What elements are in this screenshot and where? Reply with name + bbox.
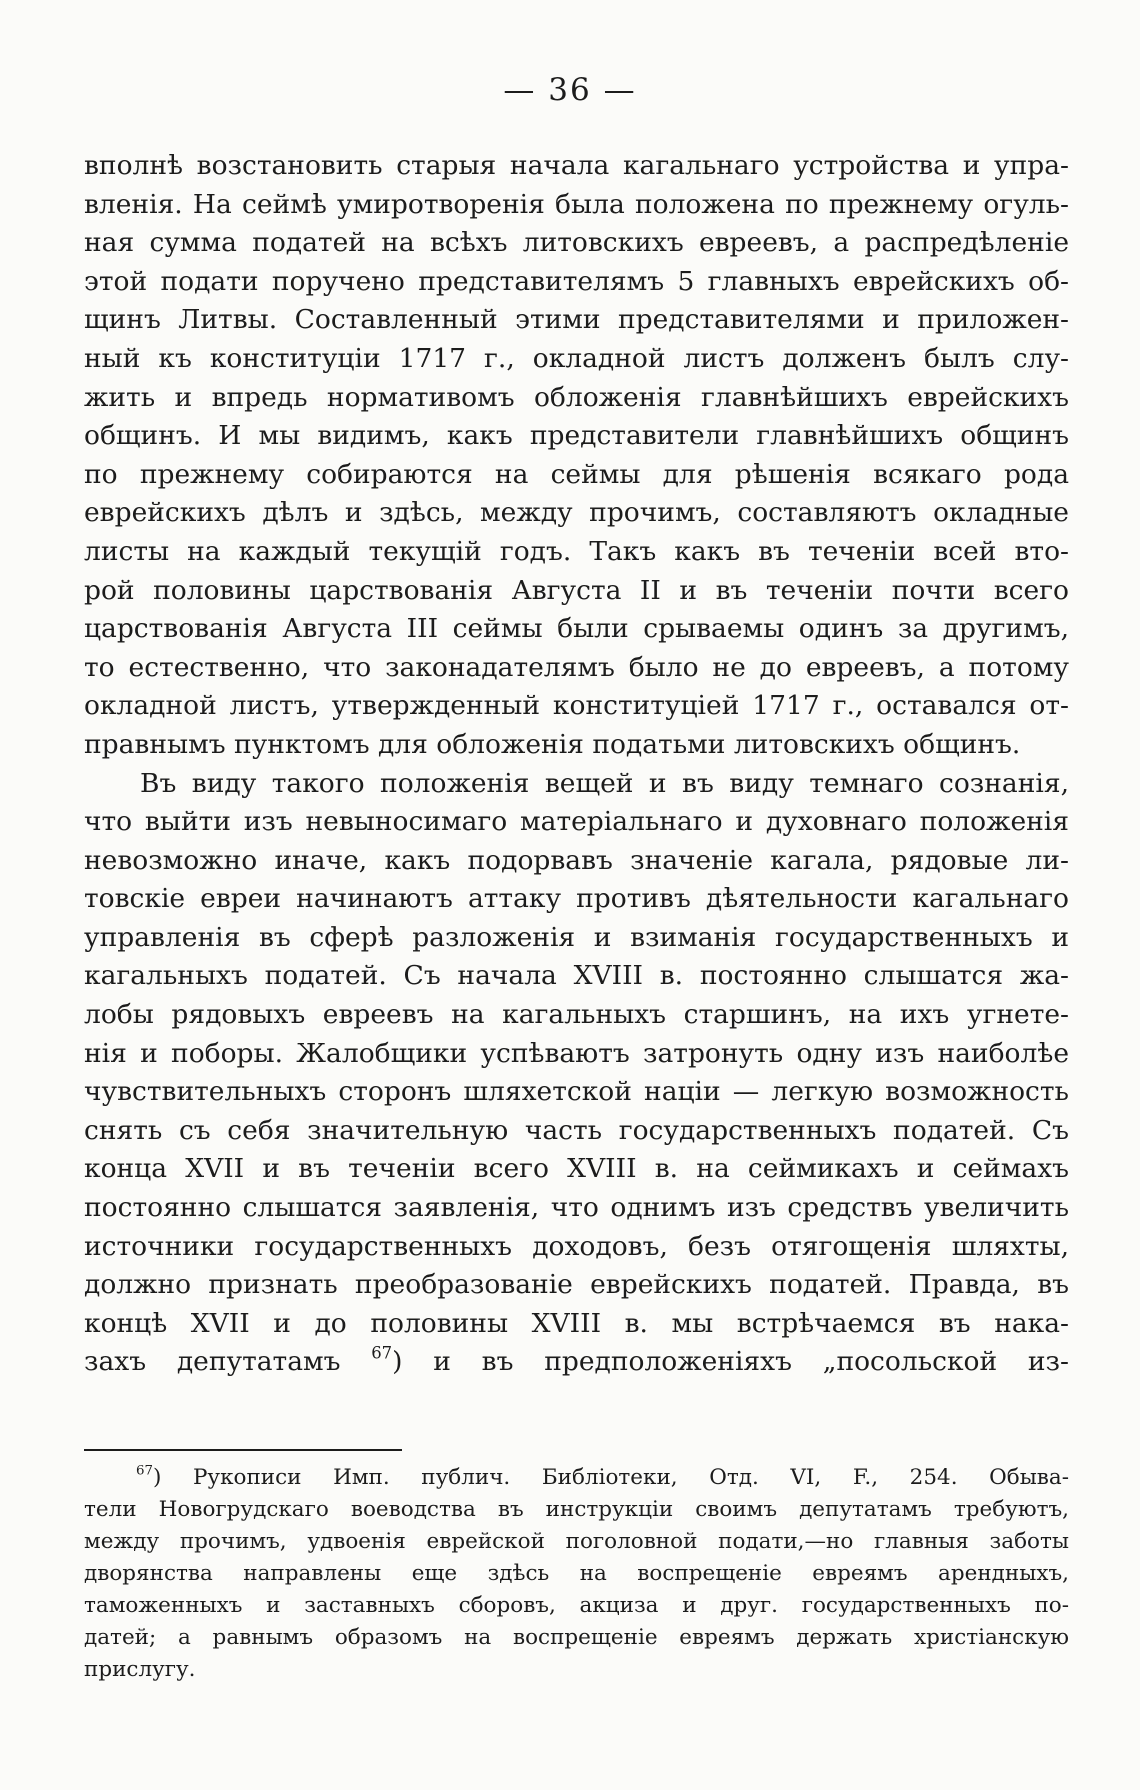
text-line: конца XVII и въ теченіи всего XVIII в. на сеймикахъ и сеймахъ (84, 1153, 1069, 1185)
text-segment: захъ депутатамъ (84, 1346, 341, 1378)
footnote-line: тели Новогрудскаго воеводства въ инструкціи своимъ депутатамъ требуютъ, (84, 1497, 1069, 1522)
footnote-text: ) Рукописи Имп. публич. Библіотеки, Отд. VI, F., 254. Обыва- (152, 1465, 1069, 1490)
text-line: чувствительныхъ сторонъ шляхетской націи — легкую возможность (84, 1076, 1069, 1108)
paragraph-2 (84, 765, 1069, 1383)
text-line: царствованія Августа III сеймы были срываемы одинъ за другимъ, (84, 613, 1069, 645)
text-line: ный къ конституціи 1717 г., окладной листъ долженъ былъ слу- (84, 342, 1069, 374)
text-line: окладной листъ, утвержденный конституціей 1717 г., оставался от- (84, 690, 1069, 722)
footnote-line: датей; а равнымъ образомъ на воспрещеніе евреямъ держать христіанскую (84, 1625, 1069, 1650)
text-line-with-footnote-ref (84, 1343, 1069, 1382)
text-line: листы на каждый текущій годъ. Такъ какъ въ теченіи всей вто- (84, 535, 1069, 567)
footnote-reference[interactable]: 67 (371, 1343, 393, 1363)
text-line: Въ виду такого положенія вещей и въ виду темнаго сознанія, (140, 767, 1069, 799)
text-line: то естественно, что законадателямъ было не до евреевъ, а потому (84, 651, 1069, 683)
text-line: по прежнему собираются на сеймы для рѣшенія всякаго рода (84, 458, 1069, 490)
text-line: невозможно иначе, какъ подорвавъ значеніе кагала, рядовые ли- (84, 844, 1069, 876)
text-segment: ) и въ предположеніяхъ „посольской из- (392, 1346, 1069, 1378)
footnote-line: между прочимъ, удвоенія еврейской поголовной подати,—но главныя заботы (84, 1529, 1069, 1554)
text-line: вленія. На сеймѣ умиротворенія была положена по прежнему огуль- (84, 188, 1069, 220)
footnote-line (84, 1462, 1069, 1494)
text-line: постоянно слышатся заявленія, что однимъ изъ средствъ увеличить (84, 1192, 1069, 1224)
text-line: вполнѣ возстановить старыя начала кагальнаго устройства и упра- (84, 150, 1069, 181)
text-line: еврейскихъ дѣлъ и здѣсь, между прочимъ, составляютъ окладные (84, 497, 1069, 529)
text-line: ная сумма податей на всѣхъ литовскихъ евреевъ, а распредѣленіе (84, 227, 1069, 259)
footnote-marker: 67 (136, 1463, 153, 1479)
text-line: товскіе евреи начинаютъ аттаку противъ дѣятельности кагальнаго (84, 883, 1069, 915)
footnote-line: прислугу. (84, 1657, 196, 1682)
footnote-line: таможенныхъ и заставныхъ сборовъ, акциза и друг. государственныхъ по- (84, 1593, 1069, 1618)
footnote-divider (84, 1449, 402, 1451)
text-line: правнымъ пунктомъ для обложенія податьми литовскихъ общинъ. (84, 728, 1021, 760)
paragraph-1 (84, 147, 1069, 765)
footnote-line: дворянства направлены еще здѣсь на воспрещеніе евреямъ арендныхъ, (84, 1561, 1069, 1586)
text-line: источники государственныхъ доходовъ, безъ отягощенія шляхты, (84, 1230, 1069, 1262)
text-line: кагальныхъ податей. Съ начала XVIII в. постоянно слышатся жа- (84, 960, 1069, 992)
text-line: щинъ Литвы. Составленный этими представителями и приложен- (84, 304, 1069, 336)
text-line: концѣ XVII и до половины XVIII в. мы встрѣчаемся въ нака- (84, 1307, 1069, 1339)
text-line: жить и впредь нормативомъ обложенія главнѣйшихъ еврейскихъ (84, 381, 1069, 413)
text-line: должно признать преобразованіе еврейскихъ податей. Правда, въ (84, 1269, 1069, 1301)
main-text (84, 147, 1069, 1382)
footnote-67 (84, 1462, 1069, 1686)
page-number: — 36 — (503, 72, 637, 108)
text-line: управленія въ сферѣ разложенія и взиманія государственныхъ и (84, 921, 1069, 953)
text-line: общинъ. И мы видимъ, какъ представители главнѣйшихъ общинъ (84, 420, 1069, 452)
text-line: рой половины царствованія Августа II и въ теченіи почти всего (84, 574, 1069, 606)
text-line: нія и поборы. Жалобщики успѣваютъ затронуть одну изъ наиболѣе (84, 1037, 1069, 1069)
text-line: что выйти изъ невыносимаго матеріальнаго и духовнаго положенія (84, 806, 1069, 838)
text-line: этой подати поручено представителямъ 5 главныхъ еврейскихъ об- (84, 265, 1069, 297)
text-line: снять съ себя значительную часть государственныхъ податей. Съ (84, 1114, 1069, 1146)
text-line: лобы рядовыхъ евреевъ на кагальныхъ старшинъ, на ихъ угнете- (84, 999, 1069, 1031)
